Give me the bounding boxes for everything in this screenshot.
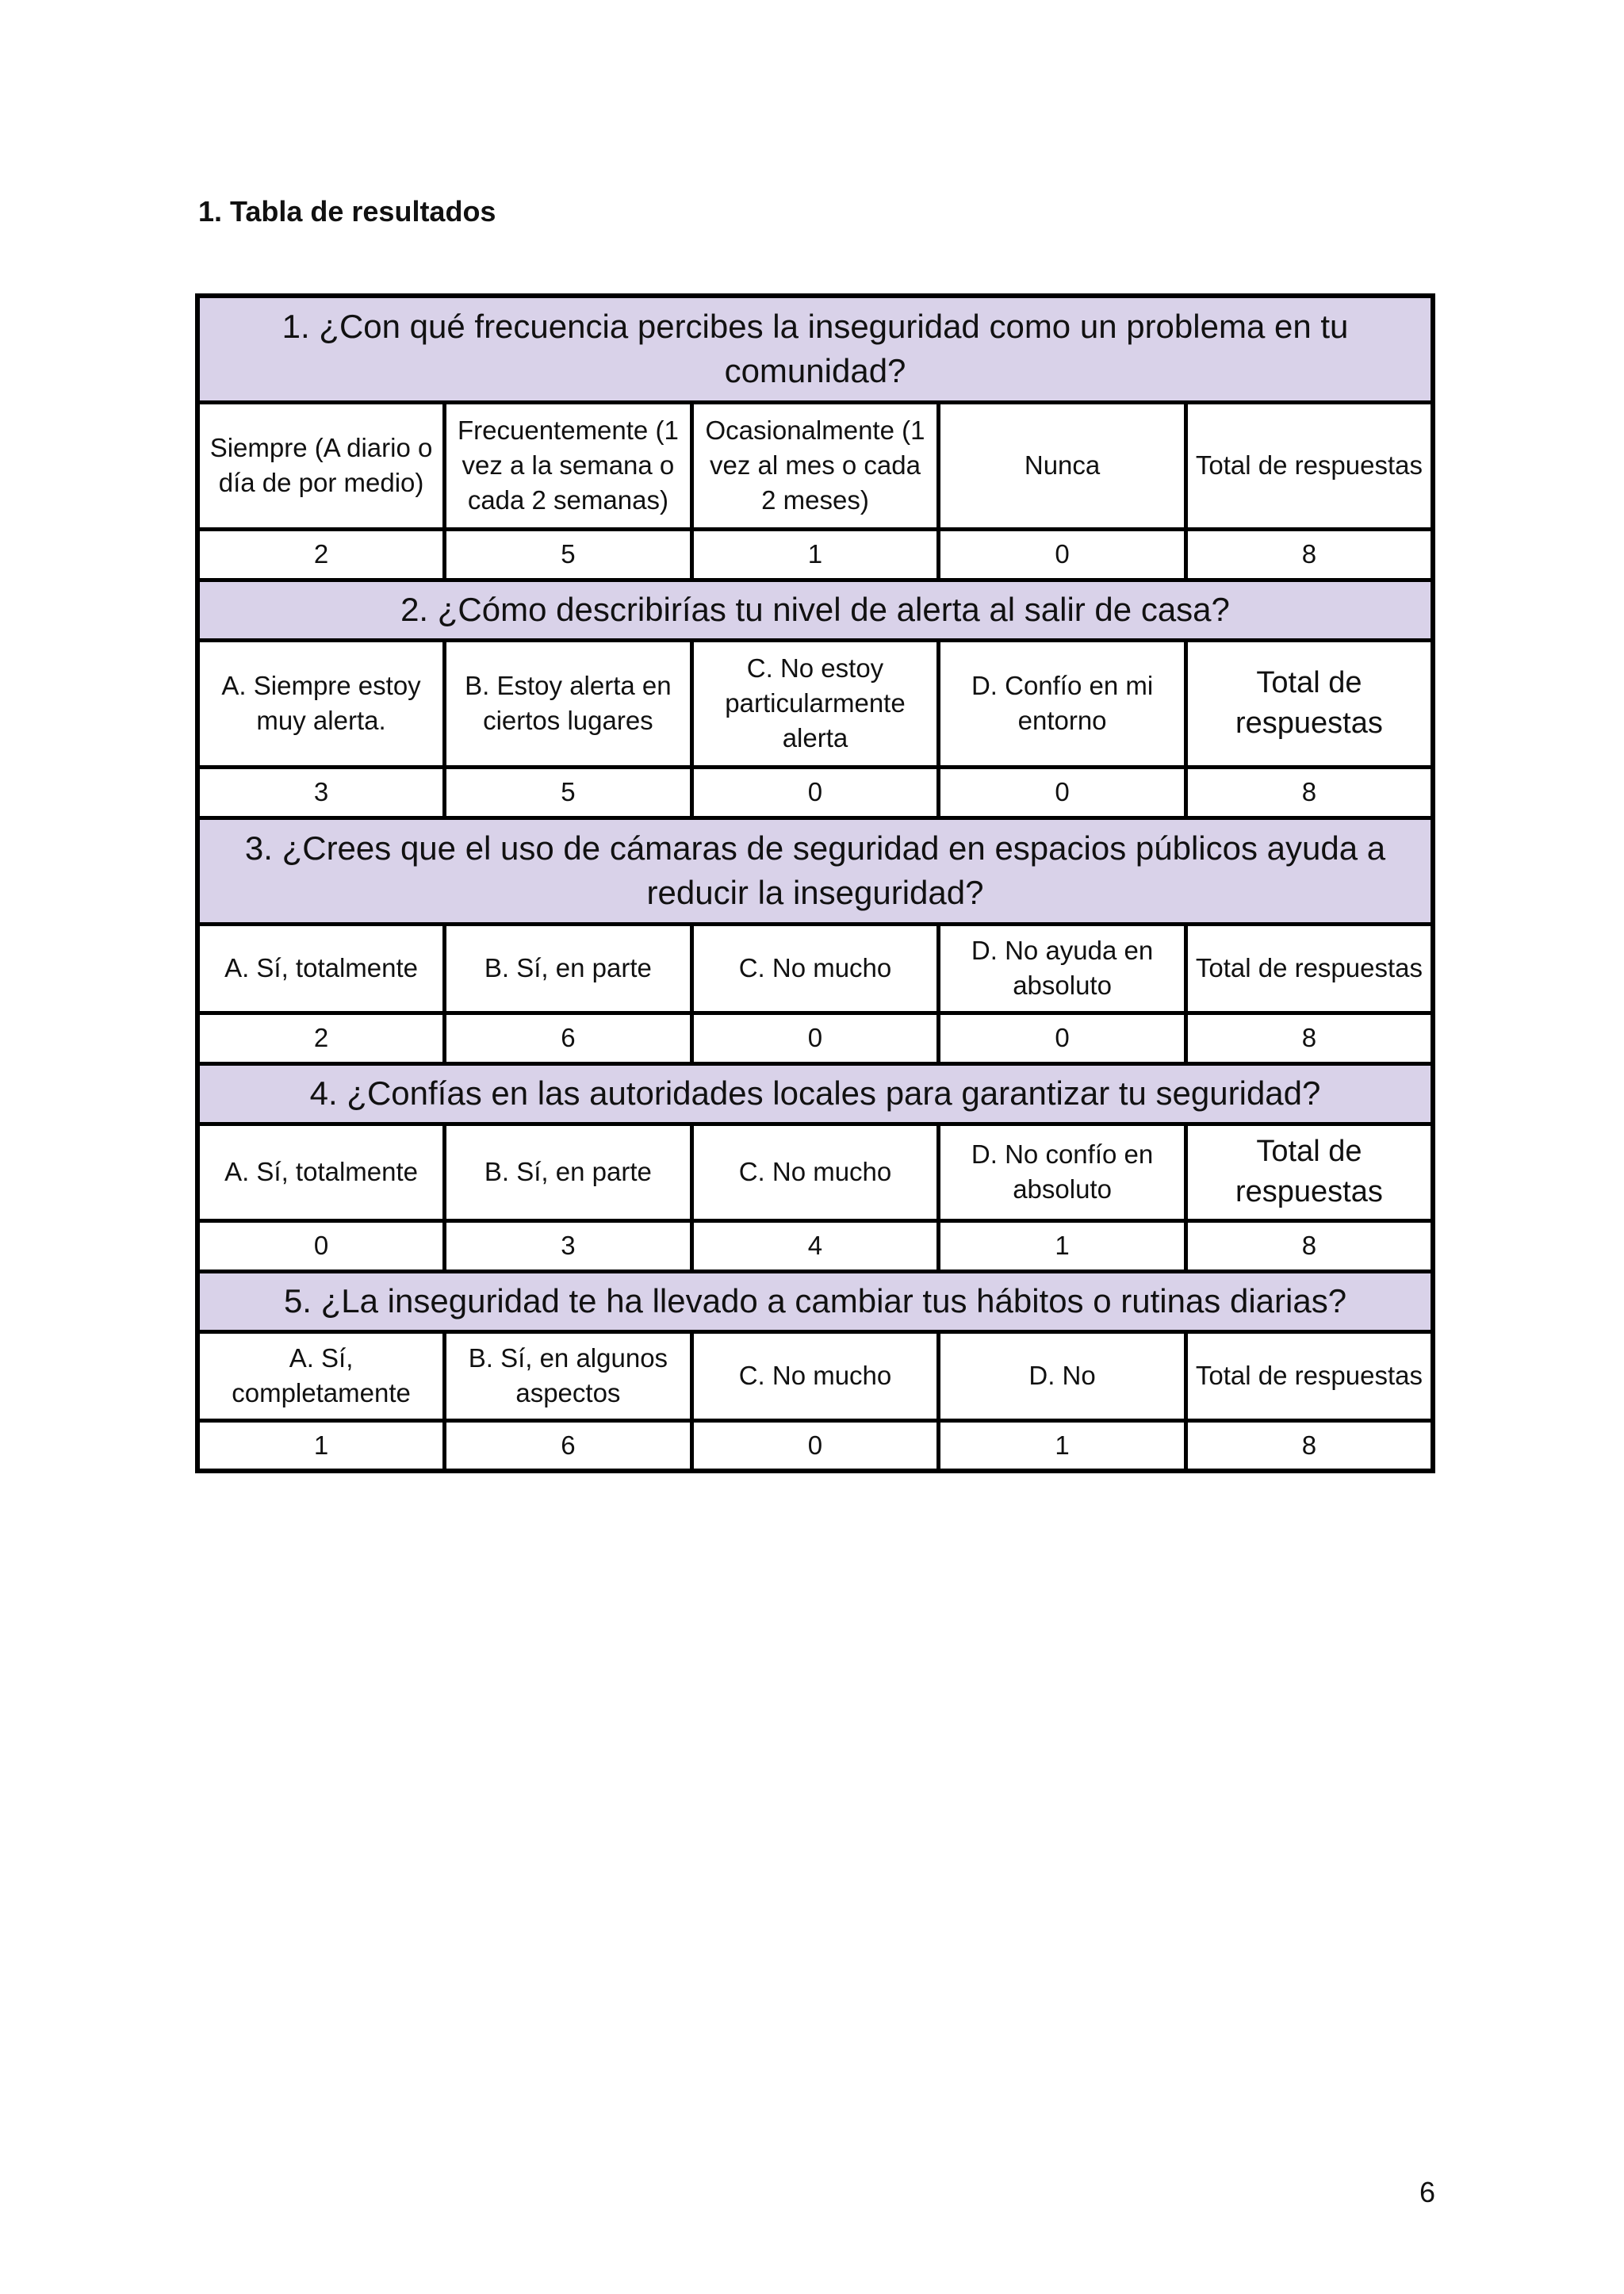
total-header-cell: Total de respuestas [1185, 640, 1433, 767]
value-cell: 6 [445, 1013, 692, 1063]
options-row [197, 1331, 1433, 1420]
value-cell: 1 [197, 1420, 445, 1471]
value-cell: 2 [197, 1013, 445, 1063]
values-row [197, 1220, 1433, 1271]
option-cell: A. Sí, totalmente [197, 1124, 445, 1220]
results-table [195, 293, 1435, 1473]
value-cell: 0 [939, 1013, 1186, 1063]
page-number: 6 [1419, 2176, 1435, 2208]
question-row [197, 1271, 1433, 1331]
option-cell: Frecuentemente (1 vez a la semana o cada 2 semanas) [445, 402, 692, 529]
value-cell: 0 [939, 529, 1186, 580]
total-value-cell: 8 [1185, 1420, 1433, 1471]
total-header-cell: Total de respuestas [1185, 1124, 1433, 1220]
total-value-cell: 8 [1185, 767, 1433, 818]
values-row [197, 1013, 1433, 1063]
question-row [197, 580, 1433, 640]
value-cell: 0 [691, 1420, 939, 1471]
option-cell: D. No [939, 1331, 1186, 1420]
option-cell: D. Confío en mi entorno [939, 640, 1186, 767]
options-row [197, 640, 1433, 767]
option-cell: B. Sí, en algunos aspectos [445, 1331, 692, 1420]
question-header: 4. ¿Confías en las autoridades locales para garantizar tu seguridad? [197, 1063, 1433, 1124]
value-cell: 3 [445, 1220, 692, 1271]
question-row [197, 296, 1433, 402]
values-row [197, 767, 1433, 818]
option-cell: D. No confío en absoluto [939, 1124, 1186, 1220]
option-cell: A. Sí, completamente [197, 1331, 445, 1420]
value-cell: 0 [197, 1220, 445, 1271]
option-cell: Ocasionalmente (1 vez al mes o cada 2 meses) [691, 402, 939, 529]
value-cell: 6 [445, 1420, 692, 1471]
value-cell: 0 [691, 1013, 939, 1063]
question-row [197, 1063, 1433, 1124]
value-cell: 1 [691, 529, 939, 580]
values-row [197, 1420, 1433, 1471]
question-row [197, 818, 1433, 924]
question-header: 5. ¿La inseguridad te ha llevado a cambiar tus hábitos o rutinas diarias? [197, 1271, 1433, 1331]
total-header-cell: Total de respuestas [1185, 402, 1433, 529]
values-row [197, 529, 1433, 580]
total-header-cell: Total de respuestas [1185, 1331, 1433, 1420]
option-cell: C. No estoy particularmente alerta [691, 640, 939, 767]
option-cell: C. No mucho [691, 924, 939, 1013]
options-row [197, 924, 1433, 1013]
value-cell: 1 [939, 1420, 1186, 1471]
option-cell: B. Sí, en parte [445, 924, 692, 1013]
value-cell: 0 [939, 767, 1186, 818]
section-title: 1. Tabla de resultados [198, 195, 496, 228]
option-cell: C. No mucho [691, 1124, 939, 1220]
value-cell: 4 [691, 1220, 939, 1271]
option-cell: B. Sí, en parte [445, 1124, 692, 1220]
value-cell: 0 [691, 767, 939, 818]
value-cell: 5 [445, 529, 692, 580]
question-header: 1. ¿Con qué frecuencia percibes la inseguridad como un problema en tu comunidad? [197, 296, 1433, 402]
option-cell: A. Siempre estoy muy alerta. [197, 640, 445, 767]
options-row [197, 402, 1433, 529]
total-value-cell: 8 [1185, 529, 1433, 580]
option-cell: Siempre (A diario o día de por medio) [197, 402, 445, 529]
total-value-cell: 8 [1185, 1013, 1433, 1063]
option-cell: A. Sí, totalmente [197, 924, 445, 1013]
total-value-cell: 8 [1185, 1220, 1433, 1271]
option-cell: Nunca [939, 402, 1186, 529]
value-cell: 5 [445, 767, 692, 818]
option-cell: B. Estoy alerta en ciertos lugares [445, 640, 692, 767]
value-cell: 2 [197, 529, 445, 580]
options-row [197, 1124, 1433, 1220]
question-header: 2. ¿Cómo describirías tu nivel de alerta al salir de casa? [197, 580, 1433, 640]
option-cell: C. No mucho [691, 1331, 939, 1420]
option-cell: D. No ayuda en absoluto [939, 924, 1186, 1013]
value-cell: 3 [197, 767, 445, 818]
total-header-cell: Total de respuestas [1185, 924, 1433, 1013]
value-cell: 1 [939, 1220, 1186, 1271]
question-header: 3. ¿Crees que el uso de cámaras de seguridad en espacios públicos ayuda a reducir la inseguridad? [197, 818, 1433, 924]
